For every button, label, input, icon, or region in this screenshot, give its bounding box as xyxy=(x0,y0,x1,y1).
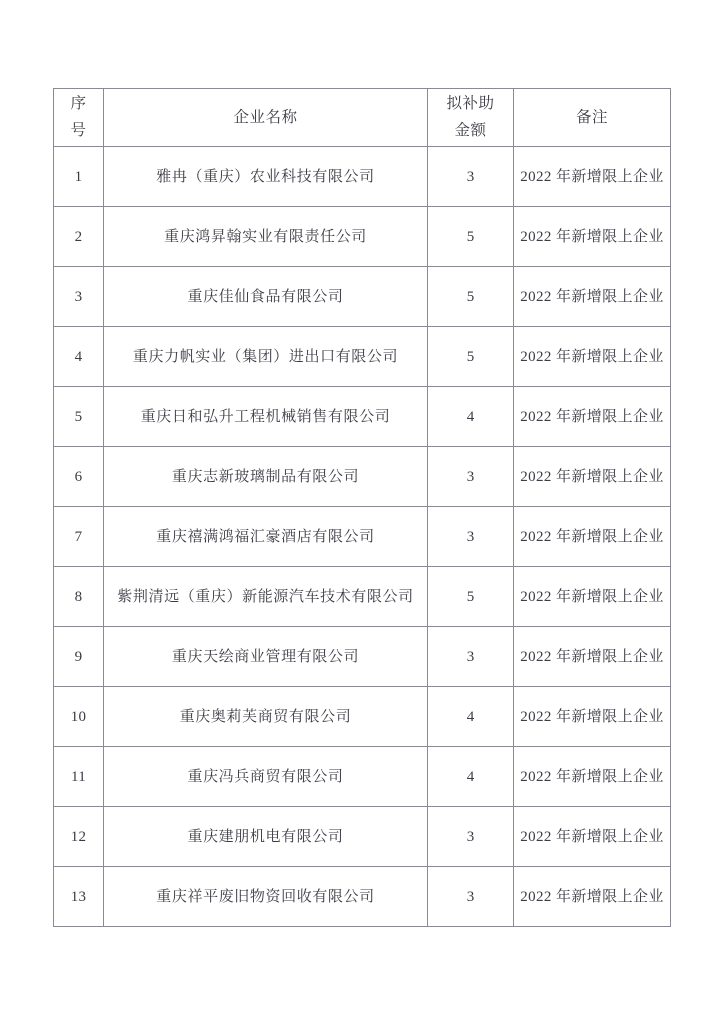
cell-amount: 4 xyxy=(428,687,514,747)
cell-remark xyxy=(514,387,671,447)
remark-text: 2022 年新增限上企业 xyxy=(520,708,664,725)
cell-remark xyxy=(514,507,671,567)
cell-seq: 6 xyxy=(54,447,104,507)
cell-name: 重庆天绘商业管理有限公司 xyxy=(104,627,428,687)
cell-amount: 4 xyxy=(428,387,514,447)
cell-amount: 3 xyxy=(428,447,514,507)
remark-text: 2022 年新增限上企业 xyxy=(520,408,664,425)
column-header-amount xyxy=(428,89,514,147)
column-header-remark: 备注 xyxy=(514,89,671,147)
cell-amount: 3 xyxy=(428,807,514,867)
table-row xyxy=(54,267,671,327)
cell-amount: 4 xyxy=(428,747,514,807)
table-row xyxy=(54,327,671,387)
cell-remark xyxy=(514,807,671,867)
cell-seq: 5 xyxy=(54,387,104,447)
grant-table xyxy=(53,88,671,927)
cell-amount: 3 xyxy=(428,147,514,207)
cell-name: 重庆奥莉芙商贸有限公司 xyxy=(104,687,428,747)
remark-text: 2022 年新增限上企业 xyxy=(520,228,664,245)
remark-text: 2022 年新增限上企业 xyxy=(520,588,664,605)
remark-text: 2022 年新增限上企业 xyxy=(520,888,664,905)
cell-name: 重庆日和弘升工程机械销售有限公司 xyxy=(104,387,428,447)
cell-name: 重庆祥平废旧物资回收有限公司 xyxy=(104,867,428,927)
column-header-seq xyxy=(54,89,104,147)
remark-text: 2022 年新增限上企业 xyxy=(520,648,664,665)
cell-amount: 5 xyxy=(428,567,514,627)
cell-remark xyxy=(514,447,671,507)
cell-remark xyxy=(514,207,671,267)
remark-text: 2022 年新增限上企业 xyxy=(520,468,664,485)
cell-remark xyxy=(514,687,671,747)
cell-remark xyxy=(514,267,671,327)
table-header-row xyxy=(54,89,671,147)
table-body xyxy=(54,147,671,927)
table-row xyxy=(54,687,671,747)
cell-seq: 13 xyxy=(54,867,104,927)
cell-name: 重庆冯兵商贸有限公司 xyxy=(104,747,428,807)
cell-remark xyxy=(514,327,671,387)
remark-text: 2022 年新增限上企业 xyxy=(520,768,664,785)
table-row xyxy=(54,807,671,867)
cell-name: 重庆力帆实业（集团）进出口有限公司 xyxy=(104,327,428,387)
cell-seq: 4 xyxy=(54,327,104,387)
cell-seq: 12 xyxy=(54,807,104,867)
remark-text: 2022 年新增限上企业 xyxy=(520,528,664,545)
remark-text: 2022 年新增限上企业 xyxy=(520,288,664,305)
table-row xyxy=(54,867,671,927)
cell-remark xyxy=(514,867,671,927)
remark-text: 2022 年新增限上企业 xyxy=(520,168,664,185)
cell-seq: 3 xyxy=(54,267,104,327)
table-row xyxy=(54,207,671,267)
cell-amount: 5 xyxy=(428,327,514,387)
cell-seq: 7 xyxy=(54,507,104,567)
column-header-amount-line-2: 金额 xyxy=(454,121,487,139)
table-row xyxy=(54,447,671,507)
cell-remark xyxy=(514,147,671,207)
cell-amount: 3 xyxy=(428,507,514,567)
table-row xyxy=(54,147,671,207)
cell-seq: 2 xyxy=(54,207,104,267)
cell-seq: 9 xyxy=(54,627,104,687)
cell-amount: 5 xyxy=(428,267,514,327)
cell-name: 重庆禧满鸿福汇豪酒店有限公司 xyxy=(104,507,428,567)
column-header-seq-line-2: 号 xyxy=(70,121,87,139)
table-row xyxy=(54,747,671,807)
cell-name: 紫荆清远（重庆）新能源汽车技术有限公司 xyxy=(104,567,428,627)
cell-name: 重庆佳仙食品有限公司 xyxy=(104,267,428,327)
cell-remark xyxy=(514,627,671,687)
table-row xyxy=(54,627,671,687)
column-header-name: 企业名称 xyxy=(104,89,428,147)
column-header-amount-line-1: 拟补助 xyxy=(446,95,495,113)
grant-table-container xyxy=(53,88,670,927)
cell-name: 重庆志新玻璃制品有限公司 xyxy=(104,447,428,507)
cell-seq: 1 xyxy=(54,147,104,207)
cell-remark xyxy=(514,567,671,627)
cell-amount: 3 xyxy=(428,627,514,687)
column-header-seq-line-1: 序 xyxy=(70,95,87,113)
table-row xyxy=(54,567,671,627)
table-header xyxy=(54,89,671,147)
cell-seq: 11 xyxy=(54,747,104,807)
table-row xyxy=(54,387,671,447)
table-row xyxy=(54,507,671,567)
cell-seq: 8 xyxy=(54,567,104,627)
cell-name: 重庆鸿昇翰实业有限责任公司 xyxy=(104,207,428,267)
cell-name: 重庆建朋机电有限公司 xyxy=(104,807,428,867)
cell-amount: 3 xyxy=(428,867,514,927)
cell-seq: 10 xyxy=(54,687,104,747)
remark-text: 2022 年新增限上企业 xyxy=(520,828,664,845)
remark-text: 2022 年新增限上企业 xyxy=(520,348,664,365)
cell-remark xyxy=(514,747,671,807)
cell-name: 雅冉（重庆）农业科技有限公司 xyxy=(104,147,428,207)
cell-amount: 5 xyxy=(428,207,514,267)
